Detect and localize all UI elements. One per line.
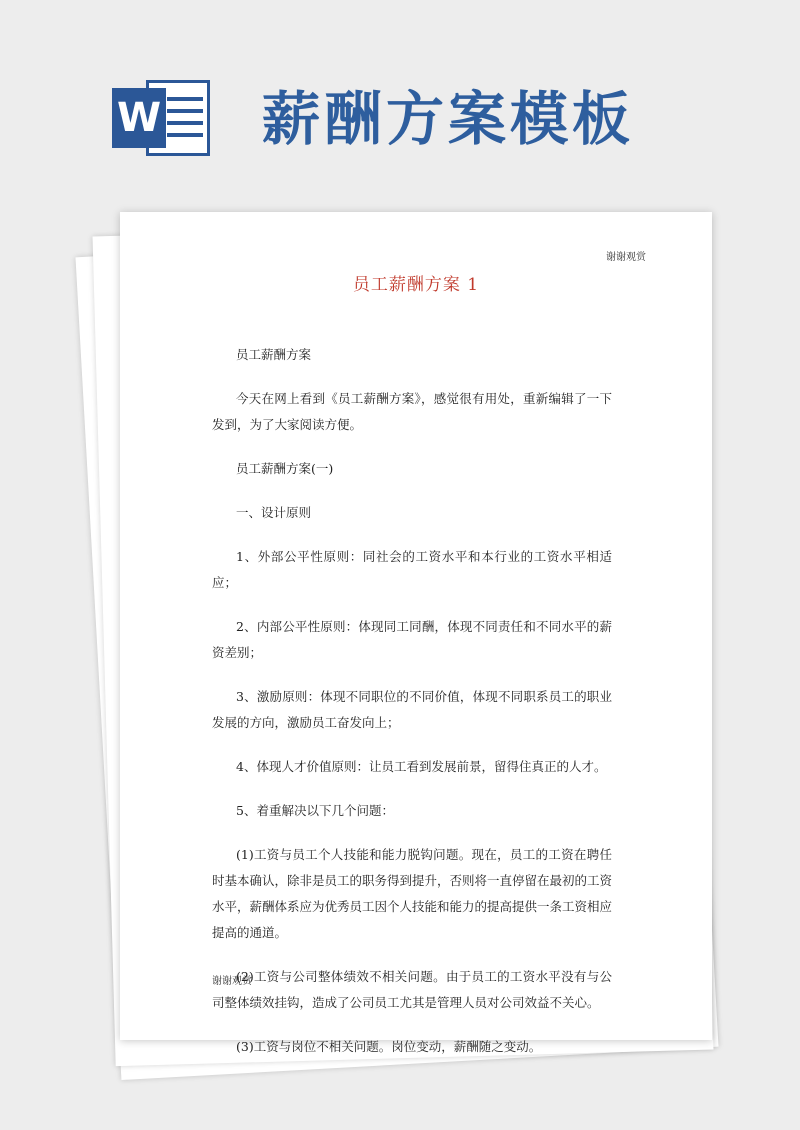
paragraph: 5、着重解决以下几个问题： — [236, 803, 394, 818]
paragraph: (3)工资与岗位不相关问题。岗位变动，薪酬随之变动。 — [236, 1039, 542, 1054]
document-title: 员工薪酬方案 1 — [352, 275, 480, 295]
paragraph: (1)工资与员工个人技能和能力脱钩问题。现在，员工的工资在聘任时基本确认，除非是员工的职务得到提升，否则将一直停留在最初的工资水平，薪酬体系应为优秀员工因个人技能和能力的提高提供一条工资相应提高的通道。 — [212, 847, 613, 940]
paragraph: 2、内部公平性原则：体现同工同酬，体现不同责任和不同水平的薪资差别； — [212, 619, 612, 660]
word-letter-badge: W — [112, 88, 166, 148]
header-note: 谢谢观赏 — [606, 252, 646, 263]
word-doc-icon — [112, 78, 212, 158]
paragraph: 员工薪酬方案 — [236, 347, 312, 362]
paragraph: 一、设计原则 — [236, 505, 312, 520]
paragraph: (2)工资与公司整体绩效不相关问题。由于员工的工资水平没有与公司整体绩效挂钩，造成了公司员工尤其是管理人员对公司效益不关心。 — [212, 969, 612, 1010]
paragraph: 今天在网上看到《员工薪酬方案》，感觉很有用处，重新编辑了一下发到，为了大家阅读方便。 — [212, 391, 612, 432]
banner — [0, 0, 800, 200]
footer-note: 谢谢观赏 — [212, 976, 252, 987]
paragraph: 3、激励原则：体现不同职位的不同价值，体现不同职系员工的职业发展的方向，激励员工奋发向上； — [212, 689, 612, 730]
document-page — [120, 212, 712, 1054]
document-body — [212, 342, 612, 1078]
banner-title: 薪酬方案模板 — [262, 85, 635, 153]
paragraph: 员工薪酬方案(一) — [236, 461, 334, 476]
paragraph: 1、外部公平性原则：同社会的工资水平和本行业的工资水平相适应； — [212, 549, 612, 590]
paragraph: 4、体现人才价值原则：让员工看到发展前景，留得住真正的人才。 — [236, 759, 607, 774]
